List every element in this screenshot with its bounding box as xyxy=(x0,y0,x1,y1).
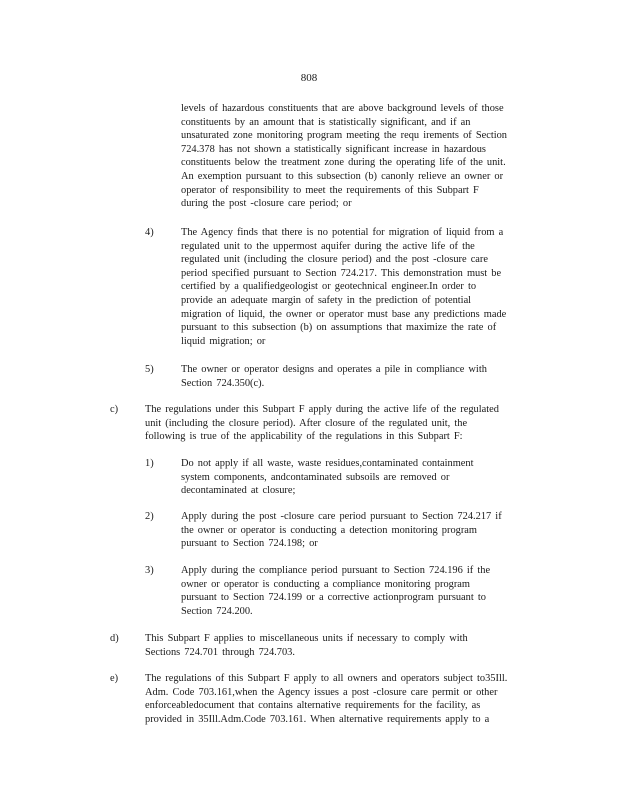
text-line: regulated unit (including the closure period) and the post -closure care xyxy=(181,254,488,266)
text-line: the owner or operator is conducting a detection monitoring program xyxy=(181,524,477,536)
text-line: system components, andcontaminated subsoils are removed or xyxy=(181,471,450,483)
text-line: enforceabledocument that contains alternative requirements for the facility, as xyxy=(145,700,481,712)
text-line: operator of responsibility to meet the requirements of this Subpart F xyxy=(181,184,479,196)
text-line: during the post -closure care period; or xyxy=(181,198,352,210)
item-label-c2: 2) xyxy=(145,511,154,522)
text-line: regulated unit to the uppermost aquifer during the active life of the xyxy=(181,240,475,252)
text-line: This Subpart F applies to miscellaneous units if necessary to comply with xyxy=(145,633,468,644)
text-line: pursuant to Section 724.198; or xyxy=(181,538,318,550)
text-line: following is true of the applicability of the regulations in this Subpart F: xyxy=(145,431,463,443)
text-line: provided in 35Ill.Adm.Code 703.161. When alternative requirements apply to a xyxy=(145,713,490,725)
item-label-c1: 1) xyxy=(145,458,154,469)
text-line: The regulations of this Subpart F apply to all owners and operators subject to35Ill. xyxy=(145,673,508,684)
text-line: period specified pursuant to Section 724.217. This demonstration must be xyxy=(181,267,502,279)
text-line: Sections 724.701 through 724.703. xyxy=(145,646,295,658)
text-line: levels of hazardous constituents that are above background levels of those xyxy=(181,103,504,114)
paragraph-c3 xyxy=(181,564,523,618)
paragraph-d xyxy=(145,632,500,659)
text-line: Apply during the post -closure care period pursuant to Section 724.217 if xyxy=(181,511,502,522)
text-line: pursuant to Section 724.199 or a corrective actionprogram pursuant to xyxy=(181,592,486,604)
text-line: owner or operator is conducting a compliance monitoring program xyxy=(181,578,471,590)
paragraph-c xyxy=(145,403,527,444)
text-line: The owner or operator designs and operates a pile in compliance with xyxy=(181,364,487,375)
text-line: constituents below the treatment zone during the operating life of the unit. xyxy=(181,157,506,169)
text-line: Apply during the compliance period pursuant to Section 724.196 if the xyxy=(181,565,491,576)
text-line: An exemption pursuant to this subsection (b) canonly relieve an owner or xyxy=(181,170,504,182)
paragraph-c1 xyxy=(181,457,499,498)
text-line: The regulations under this Subpart F apply during the active life of the regulated xyxy=(145,404,499,415)
text-line: pursuant to this subsection (b) on assumptions that maximize the rate of xyxy=(181,322,497,334)
text-line: Adm. Code 703.161,when the Agency issues a post -closure care permit or other xyxy=(145,686,498,698)
text-line: certified by a qualifiedgeologist or geotechnical engineer.In order to xyxy=(181,281,477,293)
paragraph-b5 xyxy=(181,363,511,390)
item-label-c3: 3) xyxy=(145,565,154,576)
text-line: unsaturated zone monitoring program meeting the requ irements of Section xyxy=(181,130,507,142)
text-line: Section 724.200. xyxy=(181,605,253,617)
item-label-d: d) xyxy=(110,633,119,644)
text-line: The Agency finds that there is no potential for migration of liquid from a xyxy=(181,227,504,238)
item-label-b4: 4) xyxy=(145,227,154,238)
paragraph-e xyxy=(145,672,540,726)
text-line: Section 724.350(c). xyxy=(181,377,265,389)
item-label-b5: 5) xyxy=(145,364,154,375)
paragraph-b4 xyxy=(181,226,539,348)
text-line: Do not apply if all waste, waste residues,contaminated containment xyxy=(181,458,474,469)
continued-paragraph xyxy=(181,102,536,211)
text-line: migration of liquid, the owner or operator must base any predictions made xyxy=(181,308,507,320)
text-line: constituents by an amount that is statistically significant, and if an xyxy=(181,116,471,128)
page-number: 808 xyxy=(300,72,318,84)
paragraph-c2 xyxy=(181,510,531,551)
item-label-e: e) xyxy=(110,673,119,684)
text-line: unit (including the closure period). After closure of the regulated unit, the xyxy=(145,417,468,429)
text-line: 724.378 has not shown a statistically significant increase in hazardous xyxy=(181,143,486,155)
item-label-c: c) xyxy=(110,404,119,415)
text-line: decontaminated at closure; xyxy=(181,485,296,497)
text-line: provide an adequate margin of safety in the prediction of potential xyxy=(181,294,472,306)
text-line: liquid migration; or xyxy=(181,335,266,347)
